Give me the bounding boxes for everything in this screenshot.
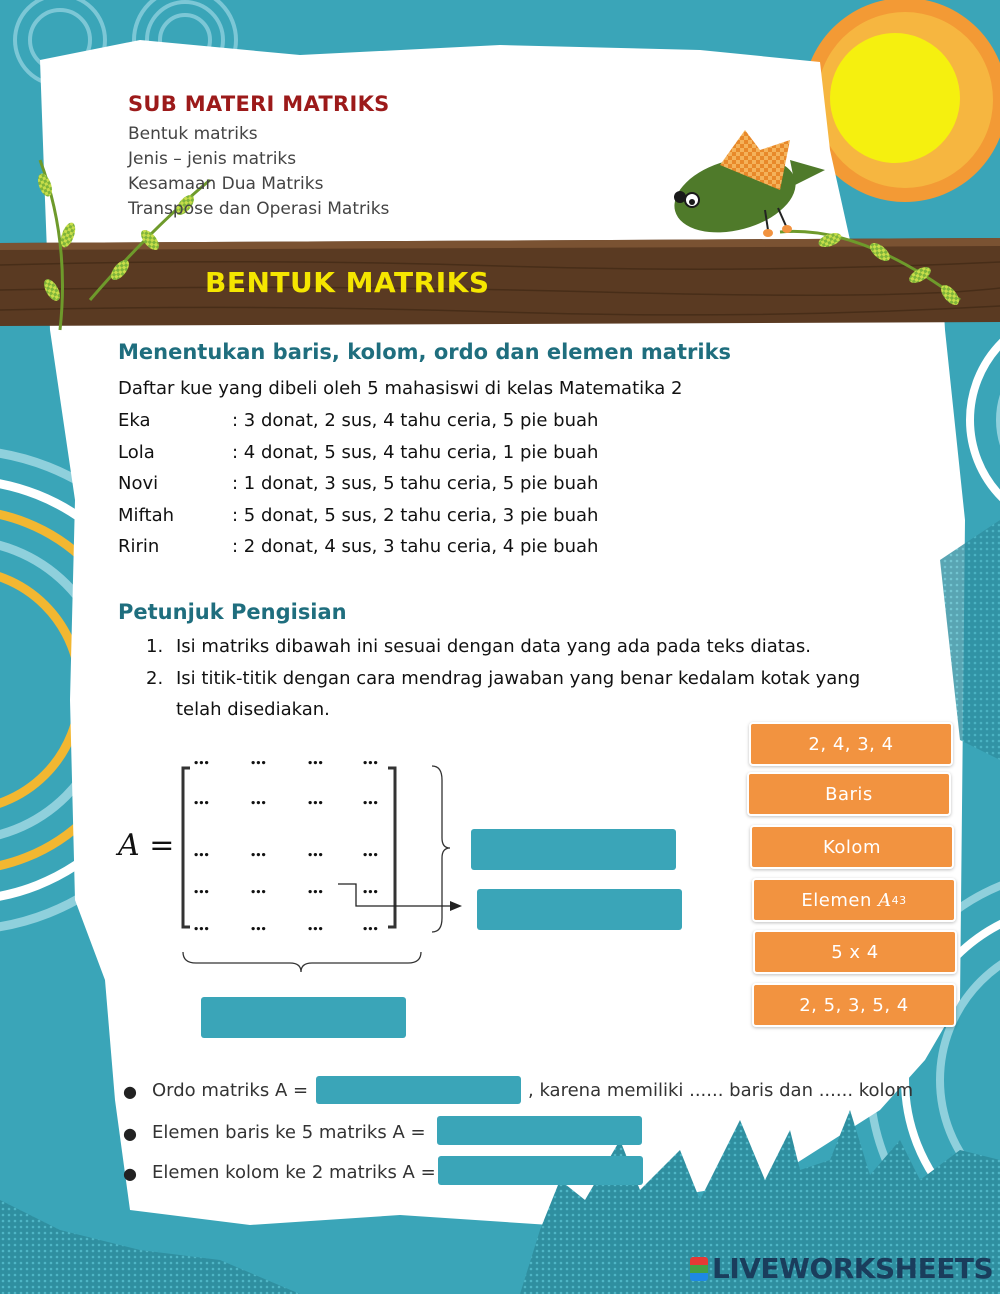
matrix-cell: ... (193, 840, 209, 861)
option-baris[interactable] (747, 772, 951, 816)
matrix-cell: ... (307, 840, 323, 861)
matrix-label: A = (118, 828, 175, 863)
student-name: Eka (118, 410, 151, 431)
logo-text: LIVEWORKSHEETS (712, 1252, 994, 1285)
instruction-number: 1. (146, 636, 164, 657)
liveworksheets-logo (690, 1252, 993, 1285)
option-5x4[interactable] (753, 930, 957, 974)
question-kolom-2: Elemen kolom ke 2 matriks A = (152, 1162, 436, 1183)
matrix-cell: ... (250, 840, 266, 861)
instruction-text: Isi titik-titik dengan cara mendrag jawaban yang benar kedalam kotak yang (176, 668, 861, 689)
student-name: Ririn (118, 536, 160, 557)
matrix-cell: ... (250, 877, 266, 898)
drop-box-baris[interactable] (471, 829, 676, 870)
matrix-cell: ... (362, 877, 378, 898)
sub-materi-item: Kesamaan Dua Matriks (128, 174, 324, 194)
instruction-number: 2. (146, 668, 164, 689)
matrix-cell: ... (250, 788, 266, 809)
student-name: Novi (118, 473, 159, 494)
drop-box-kolom-2[interactable] (438, 1156, 643, 1185)
drop-box-kolom[interactable] (201, 997, 406, 1038)
option-label: 2, 4, 3, 4 (808, 733, 894, 755)
option-math-sub: 43 (891, 893, 907, 907)
matrix-cell: ... (307, 877, 323, 898)
option-label: Kolom (823, 836, 881, 858)
matrix-cell: ... (307, 914, 323, 935)
sub-materi-item: Bentuk matriks (128, 124, 258, 144)
heading-menentukan: Menentukan baris, kolom, ordo dan elemen matriks (118, 340, 732, 364)
logo-badge-icon (690, 1257, 708, 1281)
matrix-cell: ... (193, 914, 209, 935)
intro-text: Daftar kue yang dibeli oleh 5 mahasiswi di kelas Matematika 2 (118, 378, 683, 399)
option-math-var: A (878, 889, 892, 911)
instruction-text: Isi matriks dibawah ini sesuai dengan data yang ada pada teks diatas. (176, 636, 811, 657)
matrix-cell: ... (193, 788, 209, 809)
matrix-cell: ... (362, 748, 378, 769)
sub-materi-item: Jenis – jenis matriks (128, 149, 297, 169)
option-elemen[interactable] (752, 878, 956, 922)
section-title: BENTUK MATRIKS (205, 266, 490, 299)
option-label: Elemen (801, 889, 872, 911)
heading-petunjuk: Petunjuk Pengisian (118, 600, 347, 624)
question-baris-5: Elemen baris ke 5 matriks A = (152, 1122, 426, 1143)
bullet-icon: ● (123, 1082, 137, 1101)
drop-box-ordo[interactable] (316, 1076, 521, 1104)
bullet-icon: ● (123, 1124, 137, 1143)
student-value: : 5 donat, 5 sus, 2 tahu ceria, 3 pie buah (232, 505, 599, 526)
bullet-icon: ● (123, 1164, 137, 1183)
option-2434[interactable] (749, 722, 953, 766)
sub-materi-item: Transpose dan Operasi Matriks (128, 199, 390, 219)
option-kolom[interactable] (750, 825, 954, 869)
student-value: : 1 donat, 3 sus, 5 tahu ceria, 5 pie buah (232, 473, 599, 494)
matrix-cell: ... (307, 788, 323, 809)
question-ordo-suffix: , karena memiliki ...... baris dan ...... kolom (528, 1080, 914, 1101)
student-value: : 4 donat, 5 sus, 4 tahu ceria, 1 pie buah (232, 442, 599, 463)
matrix-cell: ... (362, 788, 378, 809)
drop-box-elemen[interactable] (477, 889, 682, 930)
student-value: : 2 donat, 4 sus, 3 tahu ceria, 4 pie buah (232, 536, 599, 557)
matrix-cell: ... (362, 914, 378, 935)
matrix-cell: ... (307, 748, 323, 769)
option-label: 5 x 4 (831, 941, 879, 963)
sub-materi-title: SUB MATERI MATRIKS (128, 92, 390, 116)
student-value: : 3 donat, 2 sus, 4 tahu ceria, 5 pie buah (232, 410, 599, 431)
question-ordo-prefix: Ordo matriks A = (152, 1080, 309, 1101)
matrix-cell: ... (362, 840, 378, 861)
matrix-cell: ... (193, 877, 209, 898)
option-label: 2, 5, 3, 5, 4 (799, 994, 909, 1016)
option-label: Baris (825, 783, 873, 805)
matrix-cell: ... (193, 748, 209, 769)
student-name: Lola (118, 442, 155, 463)
option-25354[interactable] (752, 983, 956, 1027)
matrix-cell: ... (250, 914, 266, 935)
student-name: Miftah (118, 505, 175, 526)
drop-box-baris-5[interactable] (437, 1116, 642, 1145)
instruction-text: telah disediakan. (176, 699, 330, 720)
matrix-cell: ... (250, 748, 266, 769)
